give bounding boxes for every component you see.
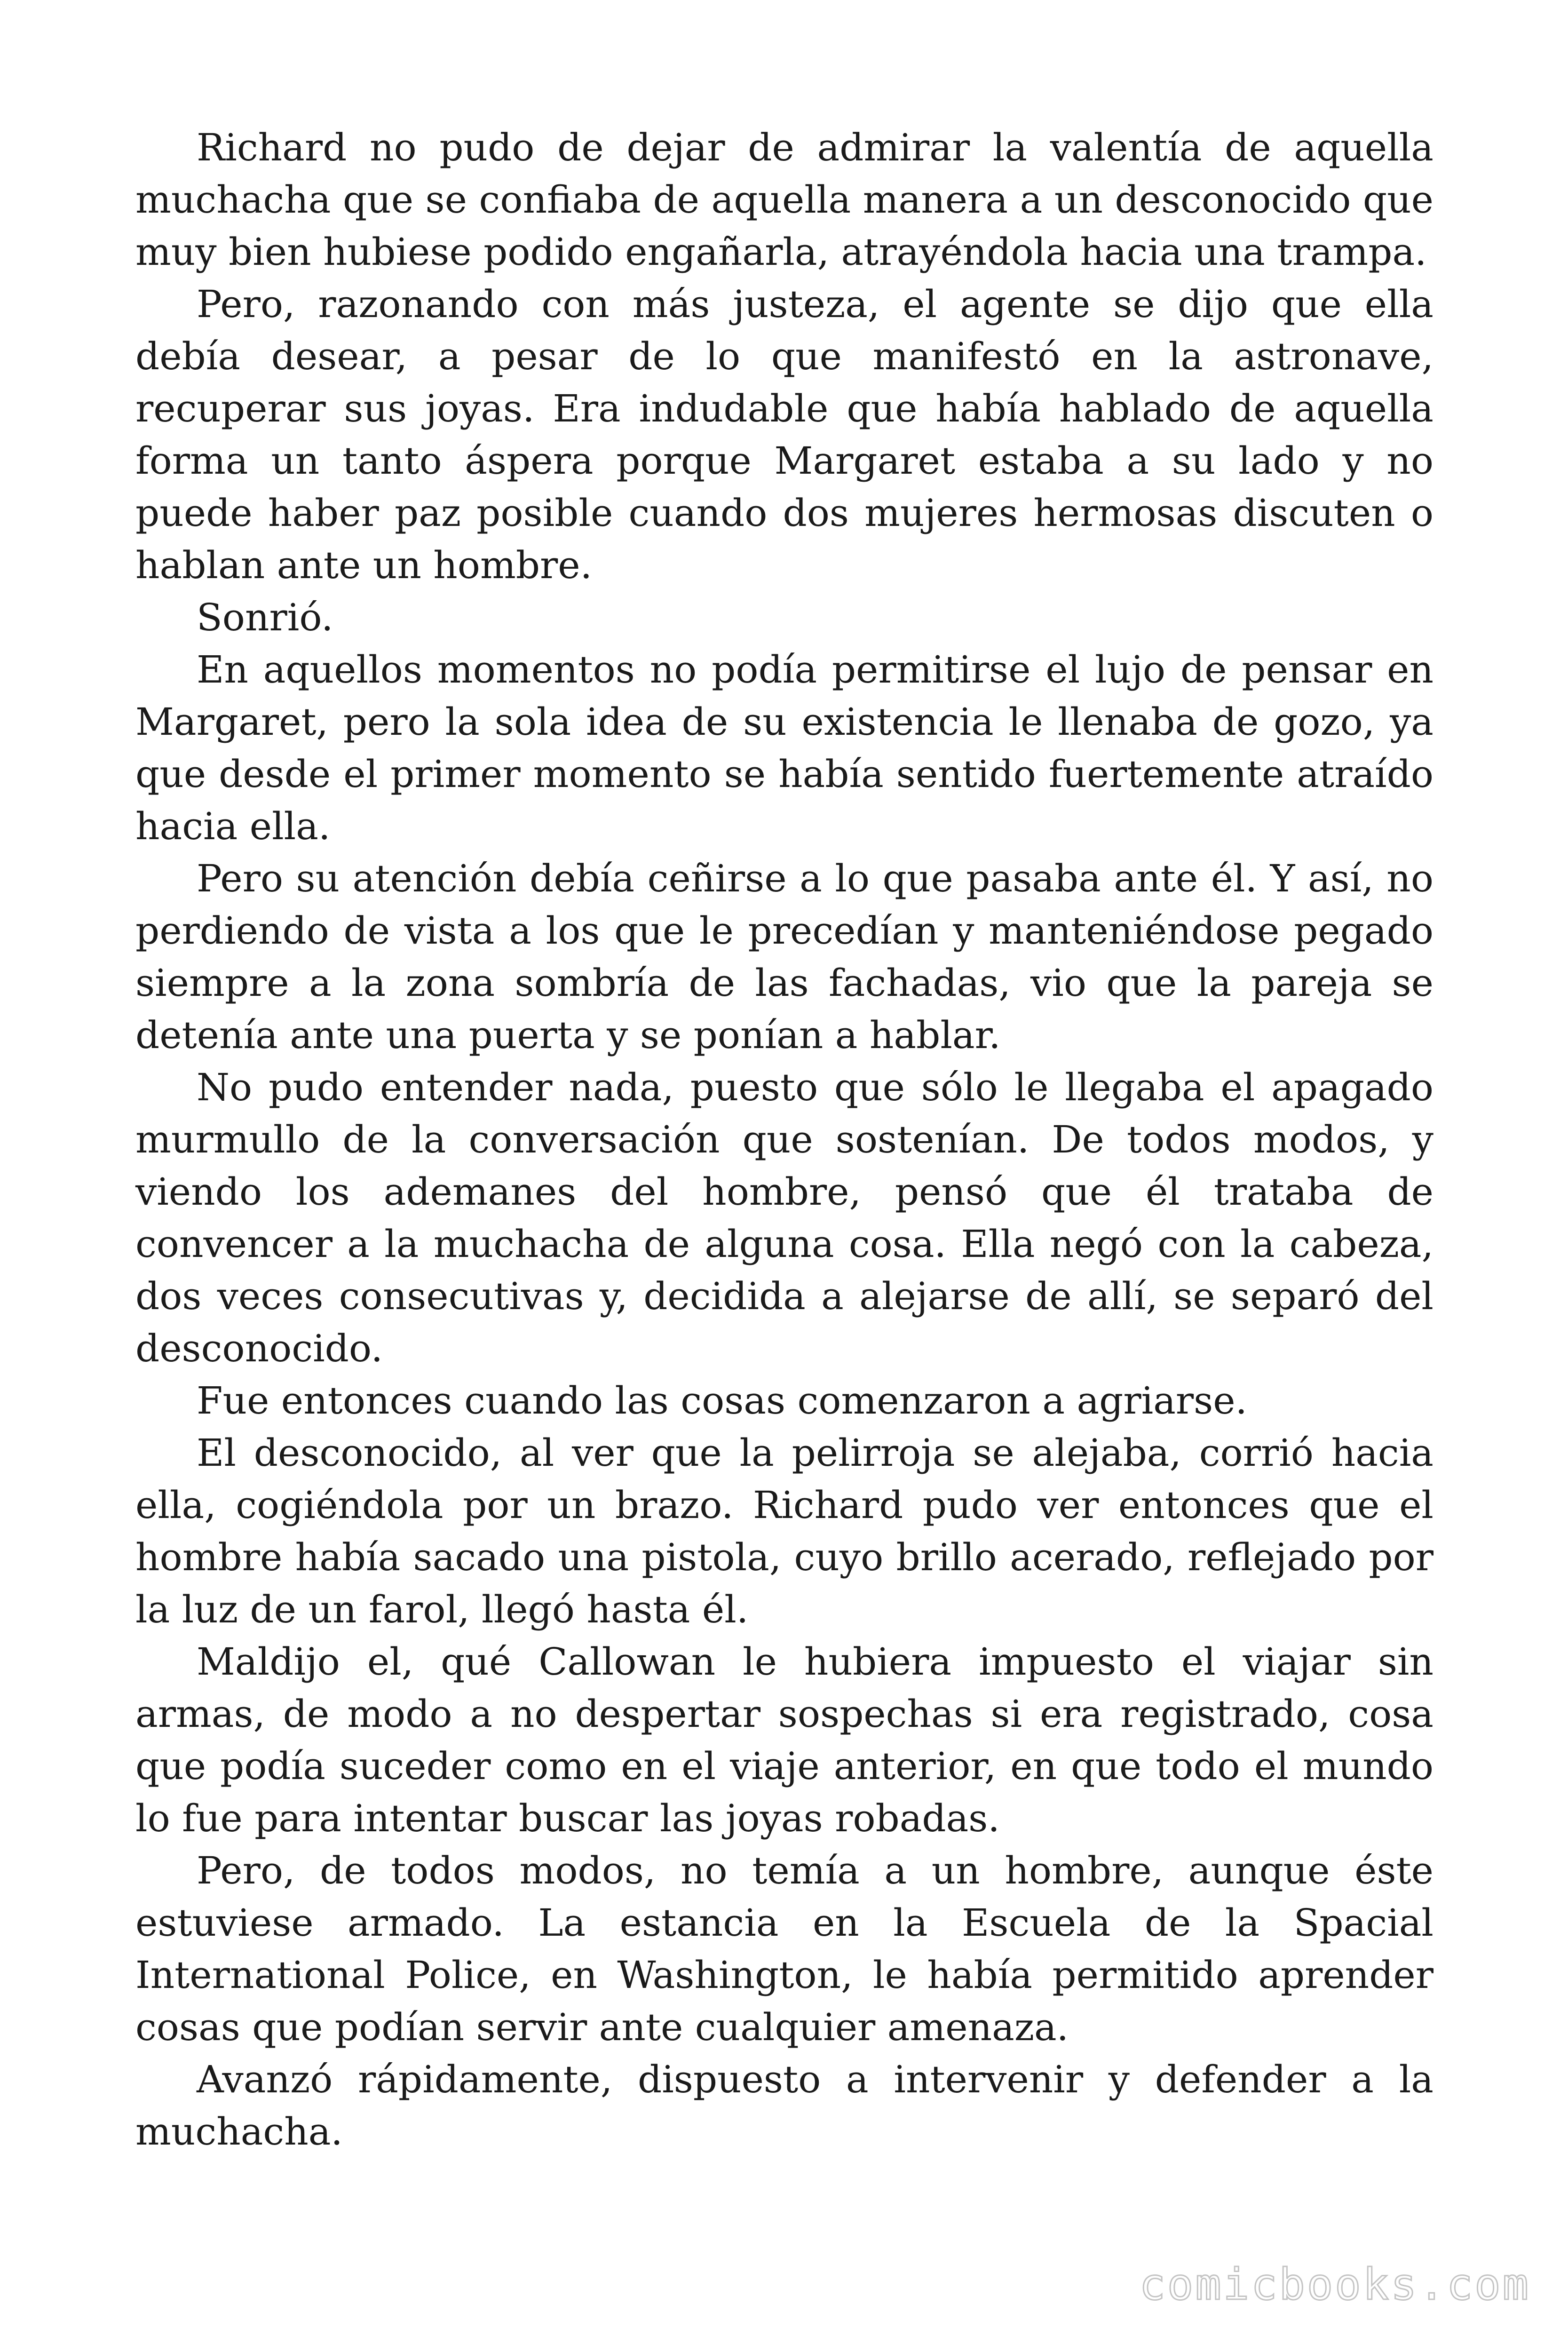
paragraph-9: Maldijo el, qué Callowan le hubiera impuesto el viajar sin armas, de modo a no despertar sospechas si era registrado, cosa que podía suceder como en el viaje anterior, en que todo el mundo lo fue para intentar buscar las joyas robadas.	[135, 1640, 1433, 1840]
paragraph-1: Richard no pudo de dejar de admirar la valentía de aquella muchacha que se confiaba de aquella manera a un desconocido que muy bien hubiese podido engañarla, atrayéndola hacia una trampa.	[135, 126, 1433, 274]
paragraph-3: Sonrió.	[197, 596, 333, 639]
paragraph-7: Fue entonces cuando las cosas comenzaron a agriarse.	[197, 1379, 1247, 1422]
paragraph-2: Pero, razonando con más justeza, el agente se dijo que ella debía desear, a pesar de lo que manifestó en la astronave, recuperar sus joyas. Era indudable que había hablado de aquella forma un tanto áspera porque Margaret estaba a su lado y no puede haber paz posible cuando dos mujeres hermosas discuten o hablan ante un hombre.	[135, 282, 1433, 587]
watermark: comicbooks.com	[1139, 2259, 1530, 2310]
paragraph-8: El desconocido, al ver que la pelirroja se alejaba, corrió hacia ella, cogiéndola por un brazo. Richard pudo ver entonces que el hombre había sacado una pistola, cuyo brillo acerado, reflejado por la luz de un farol, llegó hasta él.	[135, 1431, 1433, 1631]
paragraph-4: En aquellos momentos no podía permitirse el lujo de pensar en Margaret, pero la sola idea de su existencia le llenaba de gozo, ya que desde el primer momento se había sentido fuertemente atraído hacia ella.	[135, 648, 1433, 848]
paragraph-11: Avanzó rápidamente, dispuesto a intervenir y defender a la muchacha.	[135, 2058, 1433, 2153]
page-body	[135, 121, 1433, 2158]
paragraph-6: No pudo entender nada, puesto que sólo le llegaba el apagado murmullo de la conversación que sostenían. De todos modos, y viendo los ademanes del hombre, pensó que él trataba de convencer a la muchacha de alguna cosa. Ella negó con la cabeza, dos veces consecutivas y, decidida a alejarse de allí, se separó del desconocido.	[135, 1065, 1433, 1370]
paragraph-5: Pero su atención debía ceñirse a lo que pasaba ante él. Y así, no perdiendo de vista a los que le precedían y manteniéndose pegado siempre a la zona sombría de las fachadas, vio que la pareja se detenía ante una puerta y se ponían a hablar.	[135, 857, 1433, 1057]
paragraph-10: Pero, de todos modos, no temía a un hombre, aunque éste estuviese armado. La estancia en la Escuela de la Spacial International Police, en Washington, le había permitido aprender cosas que podían servir ante cualquier amenaza.	[135, 1849, 1433, 2049]
